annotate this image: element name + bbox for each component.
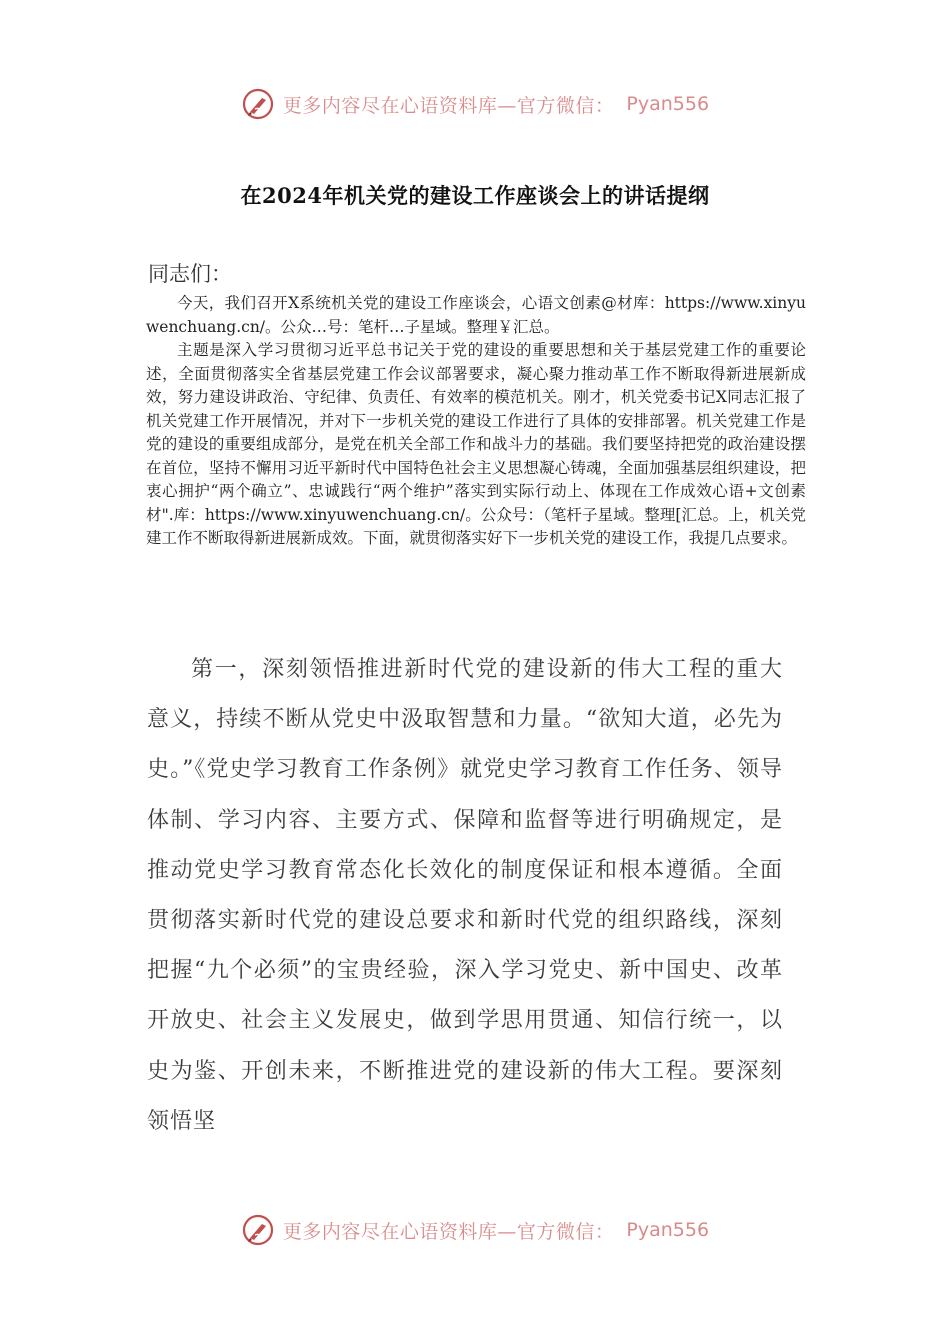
watermark-text: 更多内容尽在心语资料库—官方微信： xyxy=(282,94,615,117)
page-title: 在2024年机关党的建设工作座谈会上的讲话提纲 xyxy=(240,183,710,208)
watermark-text: 更多内容尽在心语资料库—官方微信： xyxy=(282,1220,615,1243)
header-watermark xyxy=(0,84,950,124)
intro-section xyxy=(146,292,806,551)
watermark-handle: Pyan556 xyxy=(626,93,710,115)
pen-circle-logo-icon xyxy=(241,87,275,121)
footer-watermark xyxy=(0,1210,950,1250)
intro-paragraph: 主题是深入学习贯彻习近平总书记关于党的建设的重要思想和关于基层党建工作的重要论述，全面贯彻落实全省基层党建工作会议部署要求，凝心聚力推动革工作不断取得新进展新成效，努力建设讲政治、守纪律、负责任、有效率的模范机关。刚才，机关党委书记X同志汇报了机关党建工作开展情况，并对下一步机关党的建设工作进行了具体的安排部署。机关党建工作是党的建设的重要组成部分，是党在机关全部工作和战斗力的基础。我们要坚持把党的政治建设摆在首位，坚持不懈用习近平新时代中国特色社会主义思想凝心铸魂，全面加强基层组织建设，把衷心拥护“两个确立”、忠诚践行“两个维护”落实到实际行动上、体现在工作成效心语+文创素材".库：https://www.xinyuwenchuang.cn/。公众号：（笔杆子星域。整理[汇总。上，机关党建工作不断取得新进展新成效。下面，就贯彻落实好下一步机关党的建设工作，我提几点要求。 xyxy=(146,341,806,547)
pen-circle-logo-icon xyxy=(241,1213,275,1247)
watermark-handle: Pyan556 xyxy=(626,1219,710,1241)
salutation: 同志们： xyxy=(148,262,232,286)
intro-paragraph: 今天，我们召开X系统机关党的建设工作座谈会，心语文创素@材库：https://www.xinyuwenchuang.cn/。公众…号：笔杆…子星域。整理￥汇总。 xyxy=(146,294,806,336)
body-paragraph: 第一，深刻领悟推进新时代党的建设新的伟大工程的重大意义，持续不断从党史中汲取智慧和力量。“欲知大道，必先为史。”《党史学习教育工作条例》就党史学习教育工作任务、领导体制、学习内容、主要方式、保障和监督等进行明确规定，是推动党史学习教育常态化长效化的制度保证和根本遵循。全面贯彻落实新时代党的建设总要求和新时代党的组织路线，深刻把握“九个必须”的宝贵经验，深入学习党史、新中国史、改革开放史、社会主义发展史，做到学思用贯通、知信行统一，以史为鉴、开创未来，不断推进党的建设新的伟大工程。要深刻领悟坚 xyxy=(147,657,783,1134)
